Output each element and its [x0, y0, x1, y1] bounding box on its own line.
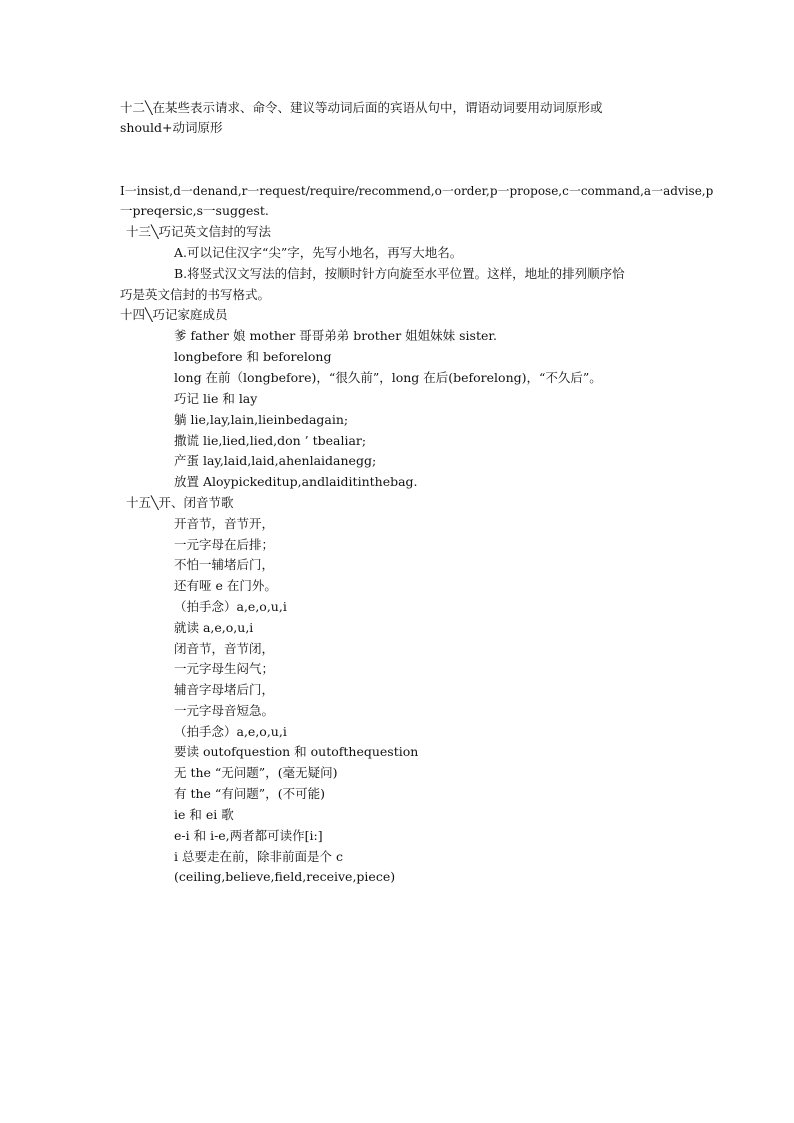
longbefore-line: longbefore 和 beforelong	[174, 349, 332, 364]
verse-line: 一元字母音短急。	[174, 703, 275, 718]
verse-line: 要读 outofquestion 和 outofthequestion	[174, 744, 419, 759]
verse-line: 无 the “无问题”，(毫无疑问)	[174, 765, 338, 780]
longbefore-explanation: long 在前（longbefore)，“很久前”，long 在后(beforelong)，“不久后”。	[174, 370, 602, 385]
mnemonic-line-2: 一preqersic,s一suggest.	[120, 203, 269, 218]
lie-lay-title: 巧记 lie 和 lay	[174, 391, 258, 406]
mnemonic-line-1: I一insist,d一denand,r一request/require/recommend,o一order,p一propose,c一command,a一advise,p	[120, 184, 714, 198]
lie-recline-line: 躺 lie,lay,lain,lieinbedagain;	[174, 412, 349, 427]
lie-untruth-line: 撒谎 lie,lied,lied,don ’ tbealiar;	[174, 433, 367, 448]
verse-line: e-i 和 i-e,两者都可读作[i:]	[174, 828, 323, 843]
verse-line: 不怕一辅堵后门，	[174, 557, 275, 572]
verse-line: 还有哑 e 在门外。	[174, 578, 277, 593]
verse-line: （拍手念）a,e,o,u,i	[174, 599, 287, 614]
section-12-heading-line-2: should+动词原形	[120, 120, 223, 135]
verse-line: (ceiling,believe,field,receive,piece)	[174, 869, 396, 884]
lay-put-line: 放置 Aloypickeditup,andlaiditinthebag.	[174, 474, 418, 489]
envelope-tip-b-line-2: 巧是英文信封的书写格式。	[120, 287, 271, 302]
verse-line: 辅音字母堵后门，	[174, 682, 275, 697]
verse-line: 一元字母生闷气；	[174, 661, 275, 676]
section-15-heading: 十五╲开、闭音节歌	[126, 495, 234, 510]
verse-line: ie 和 ei 歌	[174, 807, 234, 822]
verse-line: 开音节，音节开，	[174, 516, 275, 531]
verse-line: i 总要走在前，除非前面是个 c	[174, 849, 343, 864]
section-13-heading: 十三╲巧记英文信封的写法	[126, 224, 272, 239]
verse-line: 闭音节，音节闭，	[174, 641, 275, 656]
envelope-tip-b-line-1: B.将竖式汉文写法的信封，按顺时针方向旋至水平位置。这样，地址的排列顺序恰	[174, 266, 625, 281]
section-12-heading-line-1: 十二╲在某些表示请求、命令、建议等动词后面的宾语从句中，谓语动词要用动词原形或	[120, 100, 603, 115]
section-14-heading: 十四╲巧记家庭成员	[120, 307, 228, 322]
verse-line: 一元字母在后排；	[174, 537, 275, 552]
verse-line: 就读 a,e,o,u,i	[174, 620, 254, 635]
lay-egg-line: 产蛋 lay,laid,laid,ahenlaidanegg;	[174, 453, 377, 468]
envelope-tip-a: A.可以记住汉字“尖”字，先写小地名，再写大地名。	[174, 245, 463, 260]
family-members-line: 爹 father 娘 mother 哥哥弟弟 brother 姐姐妹妹 sister.	[174, 328, 497, 343]
verse-line: （拍手念）a,e,o,u,i	[174, 724, 287, 739]
verse-line: 有 the “有问题”，(不可能)	[174, 786, 325, 801]
